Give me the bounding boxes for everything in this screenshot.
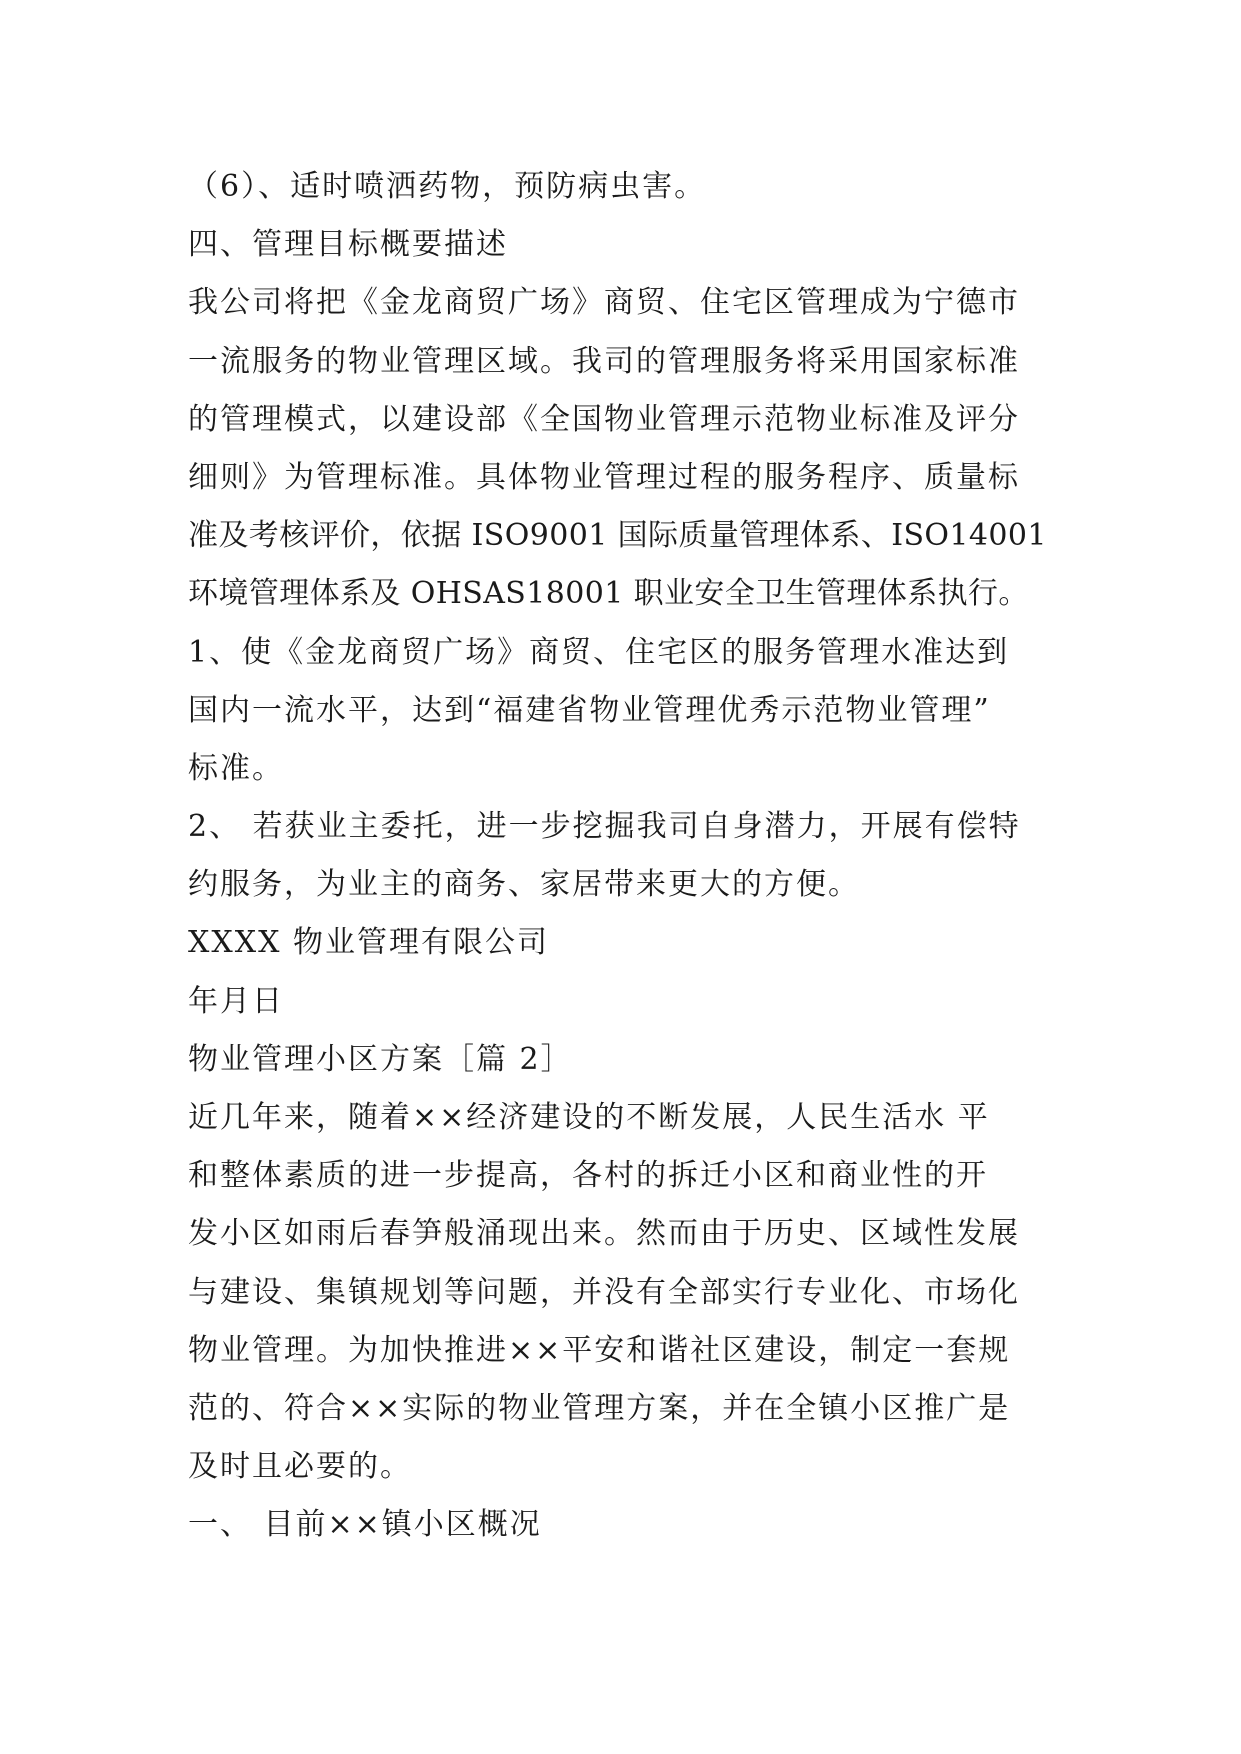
text-line: 细则》为管理标准。具体物业管理过程的服务程序、质量标 <box>188 459 1020 495</box>
text-line: 准及考核评价，依据 ISO9001 国际质量管理体系、ISO14001 <box>188 518 1047 554</box>
text-line: 环境管理体系及 OHSAS18001 职业安全卫生管理体系执行。 <box>188 576 1029 612</box>
text-line: 1、使《金龙商贸广场》商贸、住宅区的服务管理水准达到 <box>188 634 1010 670</box>
text-line: 标准。 <box>188 750 284 786</box>
text-line: （6）、适时喷洒药物，预防病虫害。 <box>188 169 707 204</box>
text-line: 约服务，为业主的商务、家居带来更大的方便。 <box>188 867 860 903</box>
text-line: 与建设、集镇规划等问题，并没有全部实行专业化、市场化 <box>188 1274 1020 1310</box>
text-line: 物业管理。为加快推进××平安和谐社区建设，制定一套规 <box>188 1332 1011 1368</box>
text-line: 和整体素质的进一步提高，各村的拆迁小区和商业性的开 <box>188 1158 988 1194</box>
text-line: 近几年来，随着××经济建设的不断发展，人民生活水 平 <box>188 1100 990 1135</box>
text-line: 我公司将把《金龙商贸广场》商贸、住宅区管理成为宁德市 <box>188 285 1020 321</box>
text-line: 一流服务的物业管理区域。我司的管理服务将采用国家标准 <box>188 343 1020 379</box>
text-line: 范的、符合××实际的物业管理方案，并在全镇小区推广是 <box>188 1390 1011 1426</box>
text-line: 2、 若获业主委托，进一步挖掘我司自身潜力，开展有偿特 <box>188 809 1021 845</box>
text-line: 发小区如雨后春笋般涌现出来。然而由于历史、区域性发展 <box>188 1216 1020 1252</box>
text-line: 及时且必要的。 <box>188 1449 412 1485</box>
text-line: 国内一流水平，达到“福建省物业管理优秀示范物业管理” <box>188 692 991 728</box>
text-line: 的管理模式，以建设部《全国物业管理示范物业标准及评分 <box>188 401 1020 437</box>
document-body <box>188 158 1068 1555</box>
company-signature: XXXX 物业管理有限公司 <box>188 925 549 961</box>
date-line: 年月日 <box>188 983 284 1019</box>
section-heading: 一、 目前××镇小区概况 <box>188 1507 542 1543</box>
section-title: 物业管理小区方案［篇 2］ <box>188 1041 573 1077</box>
section-heading: 四、管理目标概要描述 <box>188 227 508 263</box>
